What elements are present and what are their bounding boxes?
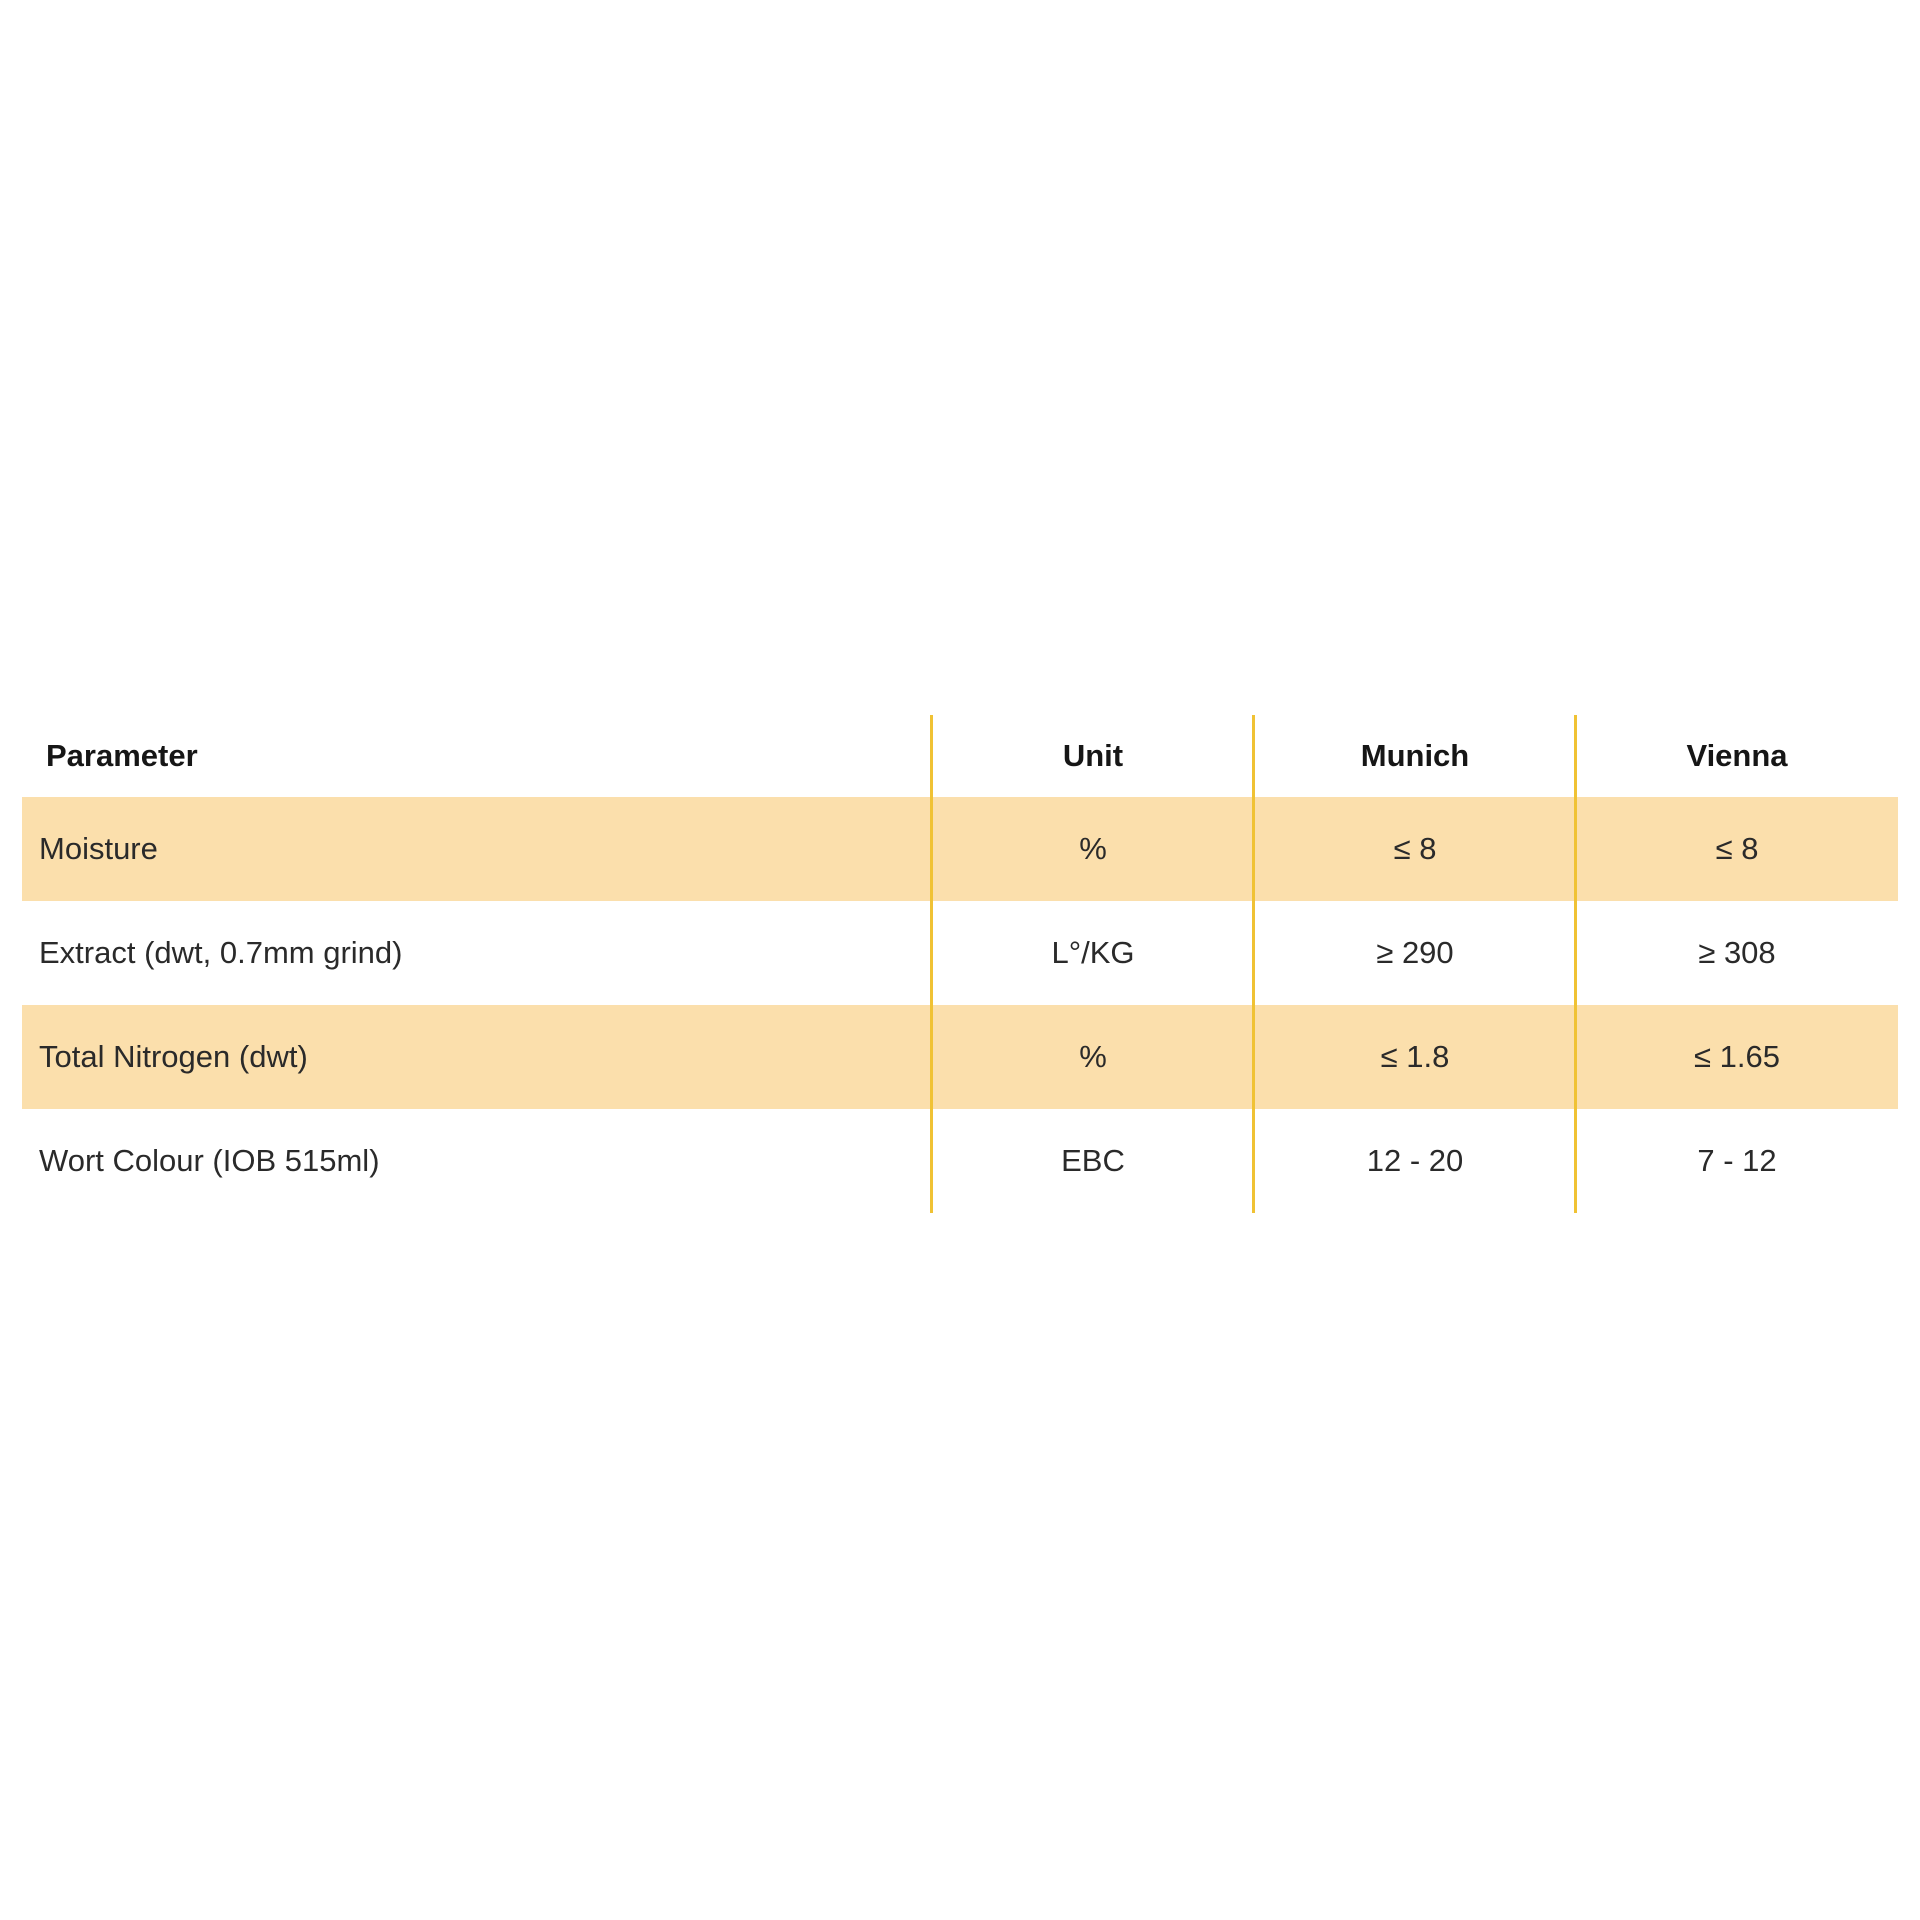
cell-parameter: Moisture bbox=[39, 831, 158, 866]
cell-vienna: ≥ 308 bbox=[1698, 935, 1776, 970]
table-row bbox=[22, 901, 1898, 1005]
header-parameter: Parameter bbox=[46, 738, 198, 773]
header-vienna: Vienna bbox=[1686, 738, 1788, 773]
table-row bbox=[22, 797, 1898, 901]
header-unit: Unit bbox=[1062, 738, 1124, 773]
cell-parameter: Extract (dwt, 0.7mm grind) bbox=[39, 935, 403, 970]
cell-parameter: Total Nitrogen (dwt) bbox=[39, 1039, 308, 1074]
cell-unit: L°/KG bbox=[1051, 935, 1135, 970]
column-divider bbox=[1574, 715, 1577, 1213]
column-divider bbox=[1252, 715, 1255, 1213]
cell-vienna: ≤ 8 bbox=[1715, 831, 1759, 866]
cell-parameter: Wort Colour (IOB 515ml) bbox=[39, 1143, 380, 1178]
cell-vienna: 7 - 12 bbox=[1697, 1143, 1777, 1178]
cell-munich: 12 - 20 bbox=[1366, 1143, 1464, 1178]
cell-munich: ≤ 1.8 bbox=[1380, 1039, 1450, 1074]
cell-munich: ≥ 290 bbox=[1376, 935, 1454, 970]
header-munich: Munich bbox=[1360, 738, 1470, 773]
cell-unit: % bbox=[1079, 1039, 1107, 1074]
table-row bbox=[22, 1005, 1898, 1109]
table-header-row bbox=[22, 715, 1898, 797]
cell-munich: ≤ 8 bbox=[1393, 831, 1437, 866]
column-divider bbox=[930, 715, 933, 1213]
cell-unit: % bbox=[1079, 831, 1107, 866]
malt-spec-table bbox=[22, 715, 1898, 1213]
table-row bbox=[22, 1109, 1898, 1213]
cell-vienna: ≤ 1.65 bbox=[1694, 1039, 1780, 1074]
cell-unit: EBC bbox=[1061, 1143, 1125, 1178]
